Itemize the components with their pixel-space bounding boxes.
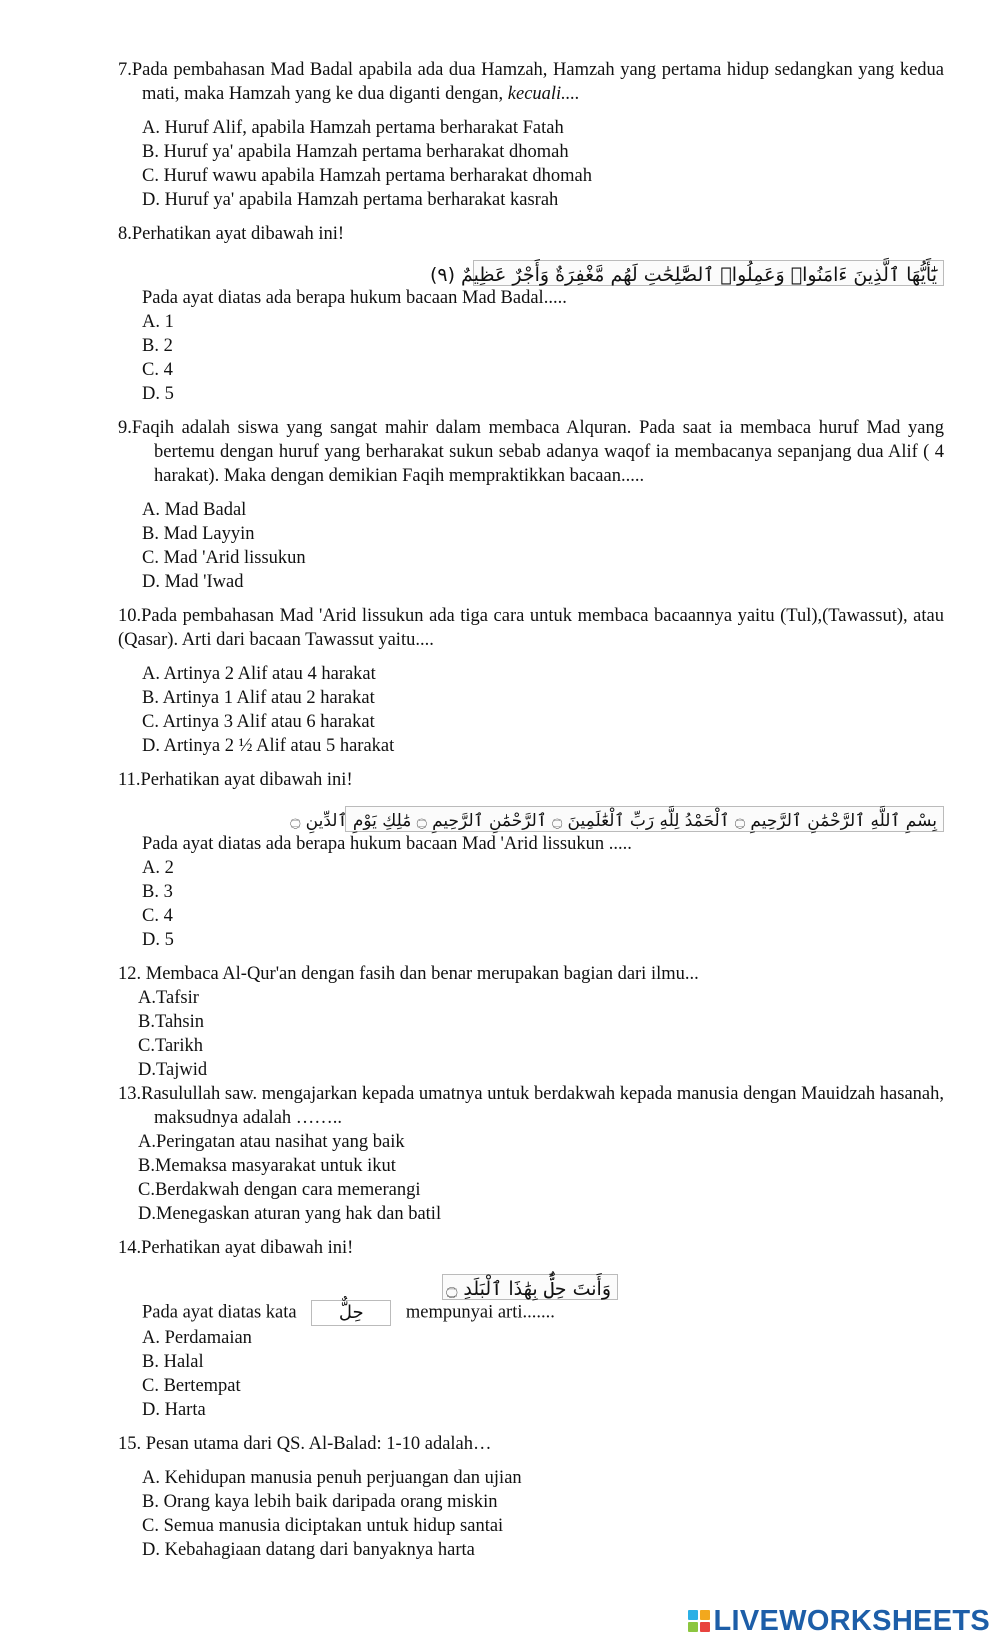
option[interactable]: D. Huruf ya' apabila Hamzah pertama berharakat kasrah <box>142 190 559 210</box>
option[interactable]: D. Kebahagiaan datang dari banyaknya harta <box>142 1540 475 1560</box>
option[interactable]: A. Kehidupan manusia penuh perjuangan dan ujian <box>142 1468 522 1488</box>
logo-block <box>700 1610 710 1620</box>
question-11-options <box>118 856 944 952</box>
question-7-options <box>118 116 944 212</box>
option[interactable]: A.Tafsir <box>138 988 199 1008</box>
logo-block <box>700 1622 710 1632</box>
question-11-ayat: بِسْمِ ٱللَّهِ ٱلرَّحْمَٰنِ ٱلرَّحِيمِ ۝ ٱلْحَمْدُ لِلَّهِ رَبِّ ٱلْعَٰلَمِينَ ۝ ٱلرَّحْمَٰنِ ٱلرَّحِيمِ ۝ مَٰلِكِ يَوْمِ ٱلدِّينِ ۝ <box>345 806 944 832</box>
question-12-stem: 12. Membaca Al-Qur'an dengan fasih dan benar merupakan bagian dari ilmu... <box>118 964 699 984</box>
option[interactable]: A. Mad Badal <box>142 500 247 520</box>
question-14-ayat: وَأَنتَ حِلٌّۢ بِهَٰذَا ٱلْبَلَدِ ۝ <box>442 1274 618 1300</box>
option[interactable]: A. Artinya 2 Alif atau 4 harakat <box>142 664 376 684</box>
question-9-stem: 9.Faqih adalah siswa yang sangat mahir dalam membaca Alquran. Pada saat ia membaca huruf Mad yang bertemu dengan huruf yang berharakat sukun sebab adanya waqof ia membacanya sepanjang dua Alif ( 4 harakat). Maka dengan demikian Faqih mempraktikkan bacaan..... <box>118 418 944 486</box>
option[interactable]: C.Berdakwah dengan cara memerangi <box>138 1180 421 1200</box>
option[interactable]: D. 5 <box>142 930 174 950</box>
option[interactable]: C.Tarikh <box>138 1036 203 1056</box>
arabic-word-box: حِلٌّ <box>311 1300 391 1326</box>
option[interactable]: B. Artinya 1 Alif atau 2 harakat <box>142 688 375 708</box>
question-14-stem: 14.Perhatikan ayat dibawah ini! <box>118 1238 354 1258</box>
question-13-options <box>118 1130 944 1226</box>
question-8-question: Pada ayat diatas ada berapa hukum bacaan Mad Badal..... <box>142 288 567 308</box>
option[interactable]: C. Artinya 3 Alif atau 6 harakat <box>142 712 375 732</box>
liveworksheets-logo <box>688 1605 991 1637</box>
option[interactable]: C. 4 <box>142 906 173 926</box>
option[interactable]: A. Perdamaian <box>142 1328 252 1348</box>
option[interactable]: C. Huruf wawu apabila Hamzah pertama berharakat dhomah <box>142 166 592 186</box>
worksheet <box>118 58 944 1562</box>
option[interactable]: C. Semua manusia diciptakan untuk hidup santai <box>142 1516 504 1536</box>
question-7 <box>118 58 944 106</box>
option[interactable]: D. Harta <box>142 1400 206 1420</box>
option[interactable]: B. 3 <box>142 882 173 902</box>
option[interactable]: A. 1 <box>142 312 174 332</box>
option[interactable]: B. 2 <box>142 336 173 356</box>
question-13-stem: 13.Rasulullah saw. mengajarkan kepada umatnya untuk berdakwah kepada manusia dengan Mauidzah hasanah, maksudnya adalah …….. <box>118 1084 944 1128</box>
logo-text: LIVEWORKSHEETS <box>713 1604 990 1637</box>
question-14-question-post: mempunyai arti....... <box>405 1302 555 1323</box>
question-14-options <box>118 1326 944 1422</box>
question-11-stem: 11.Perhatikan ayat dibawah ini! <box>118 770 353 790</box>
option[interactable]: D.Tajwid <box>138 1060 208 1080</box>
option[interactable]: C. Mad 'Arid lissukun <box>142 548 306 568</box>
question-10-stem: 10.Pada pembahasan Mad 'Arid lissukun ada tiga cara untuk membaca bacaannya yaitu (Tul),(Tawassut), atau (Qasar). Arti dari bacaan Tawassut yaitu.... <box>118 606 944 650</box>
option[interactable]: B. Orang kaya lebih baik daripada orang miskin <box>142 1492 498 1512</box>
logo-block <box>688 1622 698 1632</box>
option[interactable]: D.Menegaskan aturan yang hak dan batil <box>138 1204 442 1224</box>
option[interactable]: D. Mad 'Iwad <box>142 572 244 592</box>
option[interactable]: D. 5 <box>142 384 174 404</box>
question-11-question: Pada ayat diatas ada berapa hukum bacaan Mad 'Arid lissukun ..... <box>142 834 632 854</box>
option[interactable]: C. Bertempat <box>142 1376 241 1396</box>
question-7-stem-italic: kecuali.... <box>507 84 580 104</box>
logo-block <box>688 1610 698 1620</box>
option[interactable]: B.Tahsin <box>138 1012 205 1032</box>
question-8-ayat: يَٰٓأَيُّهَا ٱلَّذِينَ ءَامَنُوا۟ وَعَمِلُوا۟ ٱلصَّٰلِحَٰتِ لَهُم مَّغْفِرَةٌ وَأَجْرٌ عَظِيمٌ (٩) <box>473 260 944 286</box>
question-10-options <box>118 662 944 758</box>
question-8-stem: 8.Perhatikan ayat dibawah ini! <box>118 224 345 244</box>
option[interactable]: A. Huruf Alif, apabila Hamzah pertama berharakat Fatah <box>142 118 564 138</box>
option[interactable]: A. 2 <box>142 858 174 878</box>
option[interactable]: B.Memaksa masyarakat untuk ikut <box>138 1156 396 1176</box>
question-14-question <box>142 1300 944 1326</box>
option[interactable]: B. Halal <box>142 1352 204 1372</box>
question-8-options <box>118 310 944 406</box>
question-12-options <box>118 986 944 1082</box>
option[interactable]: C. 4 <box>142 360 173 380</box>
option[interactable]: A.Peringatan atau nasihat yang baik <box>138 1132 405 1152</box>
logo-blocks-icon <box>688 1610 710 1632</box>
option[interactable]: B. Mad Layyin <box>142 524 255 544</box>
option[interactable]: D. Artinya 2 ½ Alif atau 5 harakat <box>142 736 395 756</box>
question-14-question-pre: Pada ayat diatas kata <box>142 1302 297 1323</box>
question-9-options <box>118 498 944 594</box>
question-15-options <box>118 1466 944 1562</box>
question-7-stem: 7.Pada pembahasan Mad Badal apabila ada dua Hamzah, Hamzah yang pertama hidup sedangkan yang kedua mati, maka Hamzah yang ke dua diganti dengan, <box>118 60 944 104</box>
option[interactable]: B. Huruf ya' apabila Hamzah pertama berharakat dhomah <box>142 142 569 162</box>
question-15-stem: 15. Pesan utama dari QS. Al-Balad: 1-10 adalah… <box>118 1434 492 1454</box>
